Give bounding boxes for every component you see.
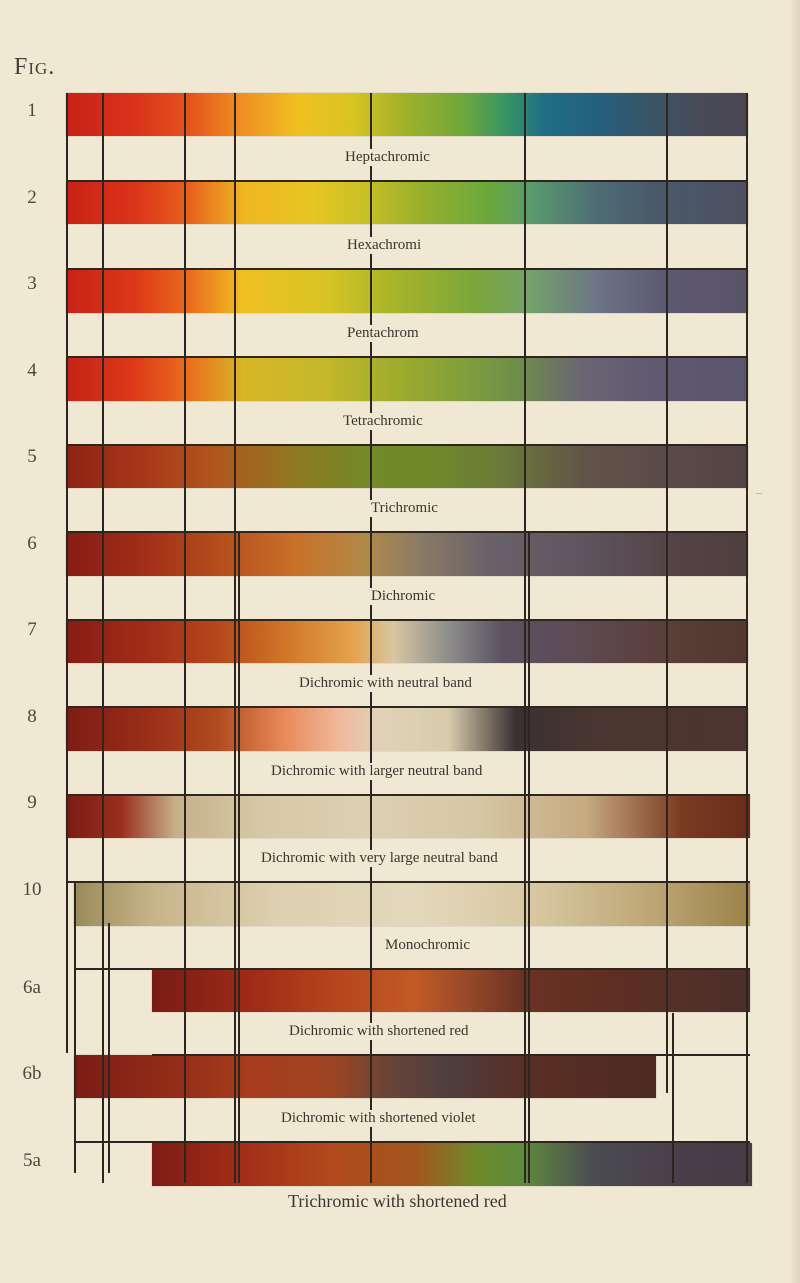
- spectrum-band-trichromic-shortened-red: [152, 1143, 752, 1186]
- row-number: 6: [27, 533, 37, 554]
- figure-label: Fig.: [14, 54, 56, 80]
- spectrum-band-pentachromic: [66, 270, 748, 313]
- grid-column-rule: [238, 533, 240, 1183]
- bottom-caption: Trichromic with shortened red: [288, 1191, 507, 1211]
- grid-column-rule: [102, 93, 104, 1183]
- grid-column-rule: [672, 1013, 674, 1183]
- grid-rule: [66, 356, 748, 358]
- spectrum-label: Dichromic with neutral band: [299, 675, 472, 691]
- spectrum-label: Dichromic with shortened violet: [281, 1110, 476, 1126]
- grid-rule: [66, 794, 750, 796]
- row-number: 3: [27, 273, 37, 294]
- spectrum-band-dichromic-very-large-neutral-band: [66, 795, 750, 838]
- grid-rule: [152, 1054, 750, 1056]
- spectrum-label: Pentachrom: [347, 325, 419, 341]
- row-number: 6b: [22, 1063, 42, 1084]
- spectrum-band-dichromic: [66, 533, 748, 576]
- row-number: 8: [27, 706, 37, 727]
- grid-column-rule: [234, 93, 236, 1183]
- row-number: 9: [27, 792, 37, 813]
- grid-rule: [66, 881, 750, 883]
- row-number: 4: [27, 360, 37, 381]
- spectrum-band-dichromic-shortened-violet: [74, 1055, 656, 1098]
- grid-rule: [74, 968, 750, 970]
- grid-rule: [66, 531, 748, 533]
- grid-column-rule: [666, 93, 668, 1093]
- spectrum-label: Dichromic with shortened red: [289, 1023, 469, 1039]
- spectrum-label: Hexachromi: [347, 237, 422, 253]
- decorative-mark: [756, 493, 762, 494]
- grid-rule: [74, 1141, 750, 1143]
- grid-rule: [66, 706, 748, 708]
- spectrum-label: Dichromic with very large neutral band: [261, 850, 498, 866]
- page-edge: [790, 0, 800, 1283]
- grid-column-rule: [184, 93, 186, 1183]
- spectrum-label: Monochromic: [385, 937, 470, 953]
- spectrum-band-dichromic-neutral-band: [66, 620, 748, 663]
- grid-rule: [66, 444, 748, 446]
- spectrum-band-dichromic-shortened-red: [152, 969, 750, 1012]
- spectrum-label: Heptachromic: [345, 149, 430, 165]
- grid-column-rule: [370, 93, 372, 1183]
- spectrum-band-tetrachromic: [66, 358, 748, 401]
- row-number: 10: [22, 879, 42, 900]
- grid-rule: [66, 268, 748, 270]
- grid-column-rule: [108, 923, 110, 1173]
- grid-column-rule: [528, 533, 530, 1183]
- grid-column-rule: [74, 883, 76, 1173]
- grid-rule: [66, 619, 748, 621]
- spectrum-band-hexachromic: [66, 181, 748, 224]
- row-number: 5a: [23, 1150, 41, 1171]
- spectrum-band-heptachromic: [66, 93, 748, 136]
- row-number: 2: [27, 187, 37, 208]
- spectrum-band-trichromic: [66, 445, 748, 488]
- grid-rule: [66, 180, 748, 182]
- row-number: 7: [27, 619, 37, 640]
- spectrum-label: Trichromic: [371, 500, 438, 516]
- spectrum-plate: [66, 93, 756, 1183]
- row-number: 5: [27, 446, 37, 467]
- spectrum-band-dichromic-larger-neutral-band: [66, 708, 748, 751]
- grid-column-rule: [524, 93, 526, 1183]
- grid-column-rule: [746, 93, 748, 1183]
- spectrum-label: Dichromic with larger neutral band: [271, 763, 483, 779]
- spectrum-band-monochromic: [74, 883, 750, 926]
- row-number: 6a: [23, 977, 41, 998]
- row-number: 1: [27, 100, 37, 121]
- spectrum-label: Tetrachromic: [343, 413, 423, 429]
- spectrum-label: Dichromic: [371, 588, 436, 604]
- grid-column-rule: [66, 93, 68, 1053]
